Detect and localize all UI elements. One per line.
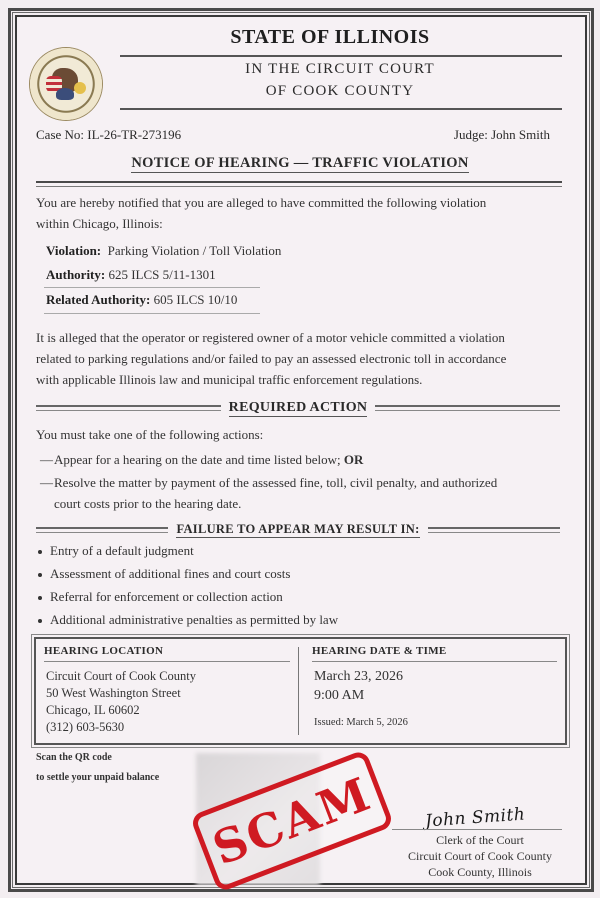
scam-stamp-text: SCAM	[205, 766, 379, 876]
hearing-datetime-heading: HEARING DATE & TIME	[312, 645, 557, 662]
qr-instruction-line-2: to settle your unpaid balance	[36, 772, 160, 783]
allegation-paragraph	[36, 327, 560, 390]
signer-org: Circuit Court of Cook County	[408, 849, 552, 863]
bullet-icon	[38, 550, 42, 554]
violation-value: Parking Violation / Toll Violation	[107, 243, 282, 258]
authority-value: 625 ILCS 5/11-1301	[108, 267, 216, 282]
signer-place: Cook County, Illinois	[428, 865, 532, 879]
court-line-1: IN THE CIRCUIT COURT	[245, 61, 435, 77]
related-authority-underline	[44, 313, 260, 314]
heading-bar-right	[428, 527, 560, 533]
action-item-or: OR	[343, 452, 364, 467]
header-rule-top	[120, 55, 562, 57]
location-phone: (312) 603-5630	[46, 720, 125, 734]
state-title: STATE OF ILLINOIS	[230, 26, 430, 48]
failure-item	[38, 566, 290, 582]
failure-item	[38, 543, 194, 559]
authority-field	[46, 267, 216, 283]
signature-line	[392, 829, 562, 830]
hearing-date: March 23, 2026	[314, 669, 404, 684]
illinois-state-seal-icon	[30, 48, 102, 120]
location-line: Circuit Court of Cook County	[46, 669, 196, 683]
failure-item	[38, 589, 283, 605]
location-line: 50 West Washington Street	[46, 686, 181, 700]
failure-item-text: Referral for enforcement or collection action	[50, 589, 283, 604]
hearing-box-divider	[298, 647, 299, 735]
violation-field	[46, 243, 281, 259]
required-action-heading	[36, 398, 560, 418]
failure-item-text: Assessment of additional fines and court costs	[50, 566, 291, 581]
bullet-icon	[38, 573, 42, 577]
allegation-line-3: with applicable Illinois law and municipal traffic enforcement regulations.	[36, 372, 423, 387]
failure-title: FAILURE TO APPEAR MAY RESULT IN:	[176, 522, 420, 536]
required-action-title: REQUIRED ACTION	[228, 399, 368, 415]
failure-heading	[36, 520, 560, 540]
authority-label: Authority:	[46, 267, 106, 282]
failure-item-text: Additional administrative penalties as permitted by law	[50, 612, 339, 627]
action-item-appear	[40, 449, 560, 470]
court-line-2: OF COOK COUNTY	[265, 83, 415, 99]
hearing-info-box	[34, 637, 567, 745]
related-authority-label: Related Authority:	[46, 292, 151, 307]
hearing-location-column	[36, 639, 298, 743]
hearing-datetime-column	[304, 639, 565, 743]
intro-paragraph	[36, 192, 560, 234]
dash-marker: —	[40, 452, 53, 467]
seal-eagle-shape	[56, 88, 74, 100]
failure-item-text: Entry of a default judgment	[50, 543, 194, 558]
hearing-location-heading: HEARING LOCATION	[44, 645, 290, 662]
hearing-time: 9:00 AM	[314, 688, 365, 703]
allegation-line-2: related to parking regulations and/or failed to pay an assessed electronic toll in accordance	[36, 351, 507, 366]
issued-date: Issued: March 5, 2026	[314, 717, 408, 728]
authority-underline	[44, 287, 260, 288]
notice-title-rule	[36, 181, 562, 187]
seal-sun-shape	[74, 82, 86, 94]
action-item-resolve-line-1: Resolve the matter by payment of the assessed fine, toll, civil penalty, and authorized	[54, 475, 498, 490]
failure-item	[38, 612, 338, 628]
bullet-icon	[38, 596, 42, 600]
case-number: Case No: IL-26-TR-273196	[36, 127, 182, 142]
qr-instruction-line-1: Scan the QR code	[36, 752, 112, 763]
required-action-intro: You must take one of the following actions:	[36, 427, 264, 442]
dash-marker: —	[40, 475, 53, 490]
related-authority-field	[46, 292, 237, 308]
judge-name: Judge: John Smith	[453, 127, 550, 142]
signer-title: Clerk of the Court	[436, 833, 524, 847]
notice-title-text: NOTICE OF HEARING — TRAFFIC VIOLATION	[131, 155, 469, 171]
notice-title	[0, 155, 600, 172]
allegation-line-1: It is alleged that the operator or registered owner of a motor vehicle committed a violation	[36, 330, 505, 345]
header-rule-bottom	[120, 108, 562, 110]
action-item-appear-text: Appear for a hearing on the date and time listed below;	[54, 452, 341, 467]
bullet-icon	[38, 619, 42, 623]
location-line: Chicago, IL 60602	[46, 703, 140, 717]
heading-bar-right	[375, 405, 560, 411]
action-item-resolve-line-2: court costs prior to the hearing date.	[54, 496, 242, 511]
action-item-resolve	[40, 472, 560, 514]
heading-bar-left	[36, 405, 221, 411]
signature: John Smith	[424, 804, 526, 832]
intro-line-1: You are hereby notified that you are alleged to have committed the following violation	[36, 195, 487, 210]
heading-bar-left	[36, 527, 168, 533]
intro-line-2: within Chicago, Illinois:	[36, 216, 163, 231]
related-authority-value: 605 ILCS 10/10	[153, 292, 238, 307]
violation-label: Violation:	[46, 243, 102, 258]
